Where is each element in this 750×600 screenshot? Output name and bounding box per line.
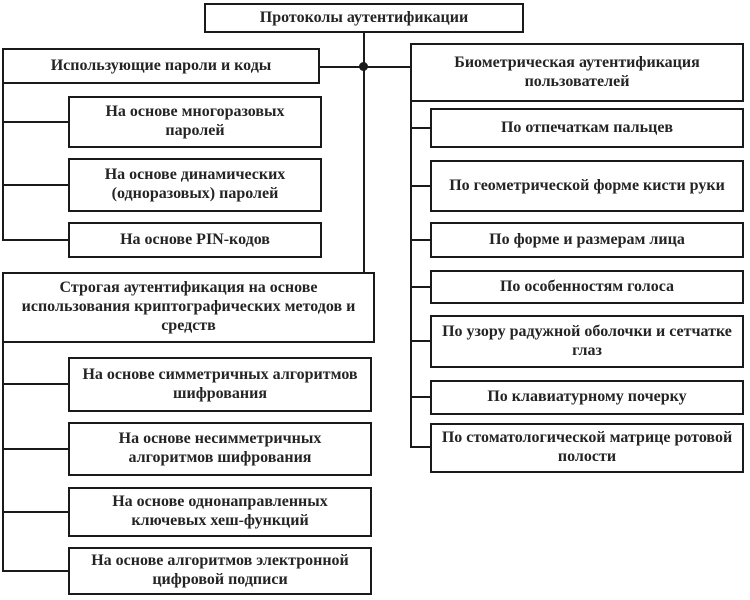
connector-stub-signature bbox=[3, 570, 68, 572]
node-dental-matrix: По стоматологической матрице ротовой полости bbox=[430, 423, 744, 473]
node-biometric-group: Биометрическая аутентификация пользователей bbox=[410, 43, 744, 102]
connector-stub-hash bbox=[3, 511, 68, 513]
connector-stub-dynamic bbox=[3, 184, 68, 186]
node-voice-features: По особенностям голоса bbox=[430, 270, 744, 304]
connector-stub-face bbox=[411, 239, 430, 241]
connector-stub-voice bbox=[411, 286, 430, 288]
connector-strict-spine bbox=[2, 343, 4, 572]
node-symmetric-encryption: На основе симметричных алгоритмов шифрования bbox=[68, 357, 372, 412]
connector-stub-reusable bbox=[3, 121, 68, 123]
node-passwords-codes-group: Использующие пароли и коды bbox=[2, 48, 320, 84]
node-keystroke-dynamics: По клавиатурному почерку bbox=[430, 380, 744, 415]
node-strict-crypto-group: Строгая аутентификация на основе использования криптографических методов и средств bbox=[2, 272, 375, 343]
node-asymmetric-encryption: На основе несимметричных алгоритмов шифрования bbox=[68, 422, 372, 476]
connector-stub-dental bbox=[411, 446, 430, 448]
connector-stub-fingerprints bbox=[411, 127, 430, 129]
node-dynamic-one-time-passwords: На основе динамических (одноразовых) паролей bbox=[68, 158, 322, 212]
node-hand-geometry: По геометрической форме кисти руки bbox=[430, 160, 744, 212]
node-reusable-passwords: На основе многоразовых паролей bbox=[68, 96, 322, 148]
connector-stub-symmetric bbox=[3, 383, 68, 385]
node-face-shape: По форме и размерам лица bbox=[430, 222, 744, 258]
connector-junction-dot bbox=[359, 62, 368, 71]
node-fingerprints: По отпечаткам пальцев bbox=[430, 108, 744, 148]
node-iris-retina: По узору радужной оболочки и сетчатке глаз bbox=[430, 315, 744, 368]
node-keyed-hash-functions: На основе однонаправленных ключевых хеш-функций bbox=[68, 487, 372, 537]
node-digital-signature: На основе алгоритмов электронной цифровой подписи bbox=[68, 547, 372, 595]
connector-stub-iris bbox=[411, 340, 430, 342]
connector-stub-keystroke bbox=[411, 396, 430, 398]
connector-stub-pin bbox=[3, 239, 68, 241]
connector-stub-hand bbox=[411, 185, 430, 187]
node-pin-codes: На основе PIN-кодов bbox=[68, 222, 322, 258]
connector-stub-asymmetric bbox=[3, 448, 68, 450]
connector-passwords-spine bbox=[2, 84, 4, 241]
node-protocols-title: Протоколы аутентификации bbox=[204, 3, 524, 33]
